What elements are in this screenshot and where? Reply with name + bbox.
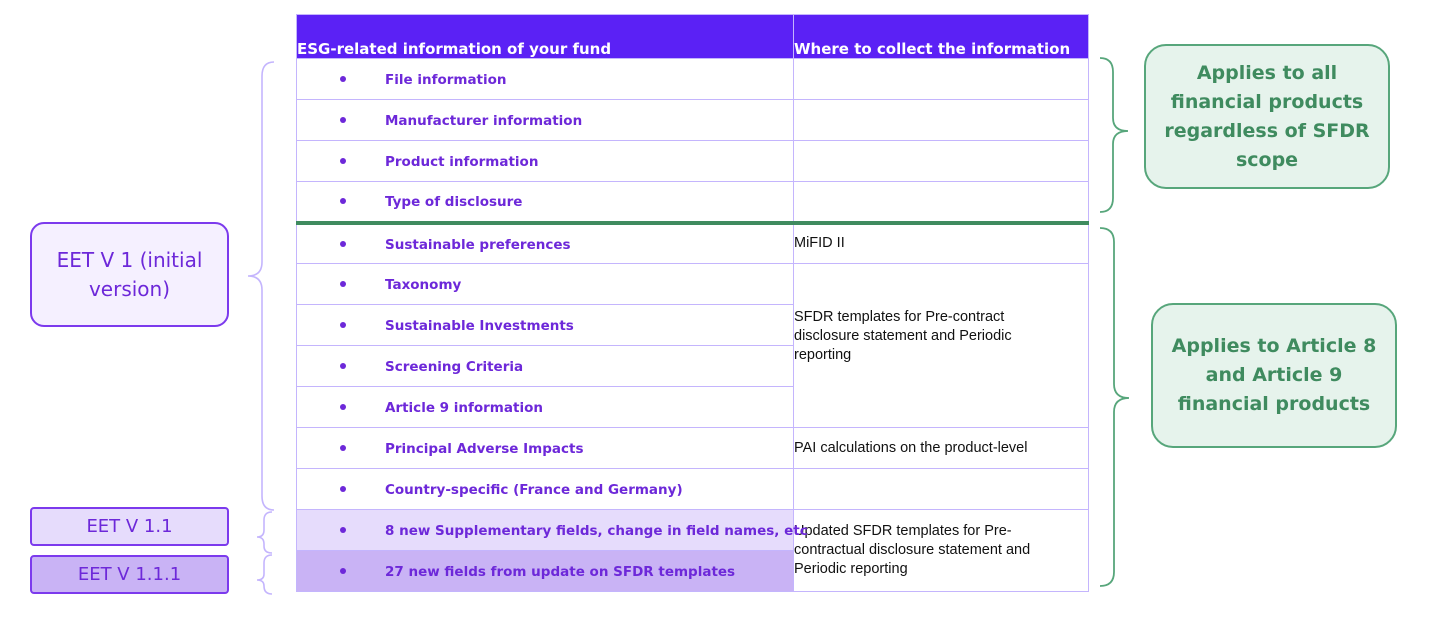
brace-v1 bbox=[248, 62, 274, 510]
brace-v111 bbox=[257, 555, 272, 594]
table-row: Article 9 information bbox=[297, 387, 794, 428]
table-row: Product information bbox=[297, 141, 794, 182]
header-right: Where to collect the information bbox=[794, 15, 1089, 59]
bullet-icon bbox=[340, 404, 346, 410]
source-pai: PAI calculations on the product-level bbox=[794, 428, 1089, 469]
table-row: Manufacturer information bbox=[297, 100, 794, 141]
bullet-icon bbox=[340, 527, 346, 533]
bullet-icon bbox=[340, 486, 346, 492]
applies-all-label: Applies to all financial products regardless of SFDR scope bbox=[1164, 61, 1370, 171]
source-sfdr: SFDR templates for Pre-contract disclosure statement and Periodic reporting bbox=[794, 264, 1089, 428]
bullet-icon bbox=[340, 198, 346, 204]
bullet-icon bbox=[340, 322, 346, 328]
table-row: Country-specific (France and Germany) bbox=[297, 469, 794, 510]
table-row: Principal Adverse Impacts bbox=[297, 428, 794, 469]
bullet-icon bbox=[340, 445, 346, 451]
brace-applies-article bbox=[1100, 228, 1129, 586]
source-updated: Updated SFDR templates for Pre-contractual disclosure statement and Periodic reporting bbox=[794, 510, 1089, 592]
bullet-icon bbox=[340, 76, 346, 82]
bullet-icon bbox=[340, 363, 346, 369]
bullet-icon bbox=[340, 158, 346, 164]
table-row: Taxonomy bbox=[297, 264, 794, 305]
table-row: 27 new fields from update on SFDR templates bbox=[297, 551, 794, 592]
bullet-icon bbox=[340, 117, 346, 123]
eet-v111-label: EET V 1.1.1 bbox=[77, 564, 182, 585]
applies-article-label: Applies to Article 8 and Article 9 financial products bbox=[1171, 335, 1377, 415]
table-row: File information bbox=[297, 59, 794, 100]
esg-table bbox=[296, 14, 1089, 592]
bullet-icon bbox=[340, 241, 346, 247]
bullet-icon bbox=[340, 281, 346, 287]
table-row: Sustainable Investments bbox=[297, 305, 794, 346]
source-mifid: MiFID II bbox=[794, 223, 1089, 264]
eet-v11-label: EET V 1.1 bbox=[86, 516, 173, 537]
bullet-icon bbox=[340, 568, 346, 574]
eet-v1-label: EET V 1 (initial version) bbox=[56, 247, 203, 301]
brace-applies-all bbox=[1100, 58, 1128, 212]
header-left: ESG-related information of your fund bbox=[297, 15, 794, 59]
table-row: 8 new Supplementary fields, change in field names, etc bbox=[297, 510, 794, 551]
table-row: Type of disclosure bbox=[297, 182, 794, 223]
table-row: Sustainable preferences bbox=[297, 223, 794, 264]
table-row: Screening Criteria bbox=[297, 346, 794, 387]
brace-v11 bbox=[257, 512, 272, 553]
